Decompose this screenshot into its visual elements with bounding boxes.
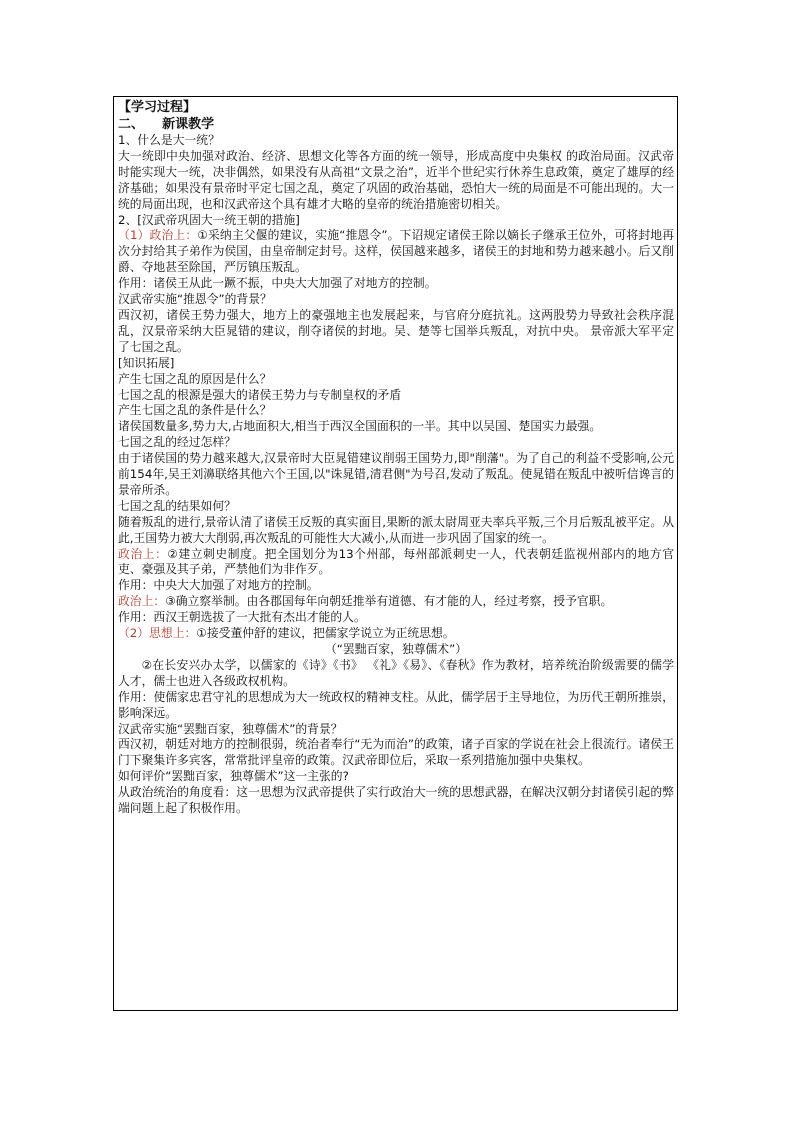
effect-4: 作用：使儒家忠君守礼的思想成为大一统政权的精神支柱。从此，儒学居于主导地位，为历代王朝所推崇，影响深远。 (118, 689, 674, 720)
ideology-label: （2）思想上： (118, 626, 197, 641)
document-body (118, 99, 674, 817)
politics-label-2: 政治上： (118, 546, 168, 561)
politics-measure-1 (118, 228, 674, 276)
question-1: 1、什么是大一统？ (118, 133, 220, 147)
effect-2: 作用：中央大大加强了对地方的控制。 (118, 578, 319, 593)
ideology-text-1: ①接受董仲舒的建议，把儒家学说立为正统思想。 (196, 626, 455, 641)
ideology-measure-1 (118, 626, 674, 642)
effect-1: 作用：诸侯王从此一蹶不振，中央大大加强了对地方的控制。 (118, 276, 437, 291)
politics-measure-3 (118, 594, 674, 610)
knowledge-extension: [知识拓展] (118, 355, 175, 370)
background-2-answer: 西汉初，朝廷对地方的控制很弱，统治者奉行“无为而治”的政策，诸子百家的学说在社会上很流行。诸侯王门下聚集许多宾客，常常批评皇帝的政策。汉武帝即位后，采取一系列措施加强中央集权。 (118, 737, 674, 768)
background-2-question: 汉武帝实施“罢黜百家，独尊儒术”的背景？ (118, 721, 343, 736)
cause-answer: 七国之乱的根源是强大的诸侯王势力与专制皇权的矛盾 (118, 387, 402, 402)
section-heading: 二、 新课教学 (118, 117, 215, 132)
politics-measure-2 (118, 547, 674, 579)
background-question: 汉武帝实施“推恩令”的背景？ (118, 292, 272, 307)
question-2: 2、[汉武帝巩固大一统王朝的措施] (118, 212, 300, 227)
politics-label-3: 政治上： (118, 594, 166, 609)
evaluation-question: 如何评价“罢黜百家，独尊儒术”这一主张的? (118, 769, 349, 784)
effect-3: 作用：西汉王朝选拔了一大批有杰出才能的人。 (118, 610, 366, 625)
process-answer: 由于诸侯国的势力越来越大,汉景帝时大臣晁错建议削弱王国势力,即"削藩"。为了自己的利益不受影响,公元前154年,吴王刘濞联络其他六个王国,以"诛晁错,清君侧"为号召,发动了叛乱。使晁错在叛乱中被听信谗言的景帝所杀。 (118, 451, 674, 497)
condition-question: 产生七国之乱的条件是什么？ (118, 403, 272, 418)
ideology-measure-2: ②在长安兴办太学，以儒家的《诗》《书》 《礼》《易》、《春秋》作为教材，培养统治阶级需要的儒学人才，儒士也进入各级政权机构。 (118, 657, 674, 688)
result-answer: 随着叛乱的进行,景帝认清了诸侯王反叛的真实面目,果断的派太尉周亚夫率兵平叛,三个月后叛乱被平定。从此,王国势力被大大削弱,再次叛乱的可能性大大减小,从而进一步巩固了国家的统一。 (118, 514, 674, 545)
politics-text-2: ②建立刺史制度。把全国划分为13个州部，每州部派刺史一人，代表朝廷监视州部内的地方官吏、豪强及其子弟，严禁他们为非作歹。 (118, 546, 674, 577)
evaluation-answer: 从政治统治的角度看：这一思想为汉武帝提供了实行政治大一统的思想武器，在解决汉朝分封诸侯引起的弊端问题上起了积极作用。 (118, 785, 674, 816)
paragraph-unification: 大一统即中央加强对政治、经济、思想文化等各方面的统一领导，形成高度中央集权 的政治局面。汉武帝时能实现大一统，决非偶然，如果没有从高祖“文景之治”，近半个世纪实行休养生息政策，奠定了雄厚的经济基础；如果没有景帝时平定七国之乱，奠定了巩固的政治基础，恐怕大一统的局面是不可能出现的。大一统的局面出现，也和汉武帝这个具有雄才大略的皇帝的统治措施密切相关。 (118, 148, 674, 211)
condition-answer: 诸侯国数量多,势力大,占地面积大,相当于西汉全国面积的一半。其中以吴国、楚国实力最强。 (118, 419, 602, 434)
learning-process-heading: 【学习过程】 (118, 100, 197, 115)
politics-text-3: ③确立察举制。由各郡国每年向朝廷推举有道德、有才能的人，经过考察，授予官职。 (165, 594, 613, 609)
ideology-quote: （“罢黜百家，独尊儒术”） (325, 642, 467, 656)
process-question: 七国之乱的经过怎样？ (118, 435, 236, 450)
background-answer: 西汉初，诸侯王势力强大，地方上的豪强地主也发展起来，与官府分庭抗礼。这两股势力导致社会秩序混乱，汉景帝采纳大臣晁错的建议，削夺诸侯的封地。吴、楚等七国举兵叛乱，对抗中央。 景帝派大军平定了七国之乱。 (118, 307, 674, 354)
politics-text-1: ①采纳主父偃的建议，实施“推恩令”。下诏规定诸侯王除以嫡长子继承王位外，可将封地再次分封给其子弟作为侯国，由皇帝制定封号。这样，侯国越来越多，诸侯王的封地和势力越来越小。后又削爵、夺地甚至除国，严厉镇压叛乱。 (118, 228, 674, 275)
result-question: 七国之乱的结果如何？ (118, 498, 236, 513)
politics-label-1: （1）政治上： (118, 228, 198, 243)
cause-question: 产生七国之乱的原因是什么？ (118, 371, 272, 386)
